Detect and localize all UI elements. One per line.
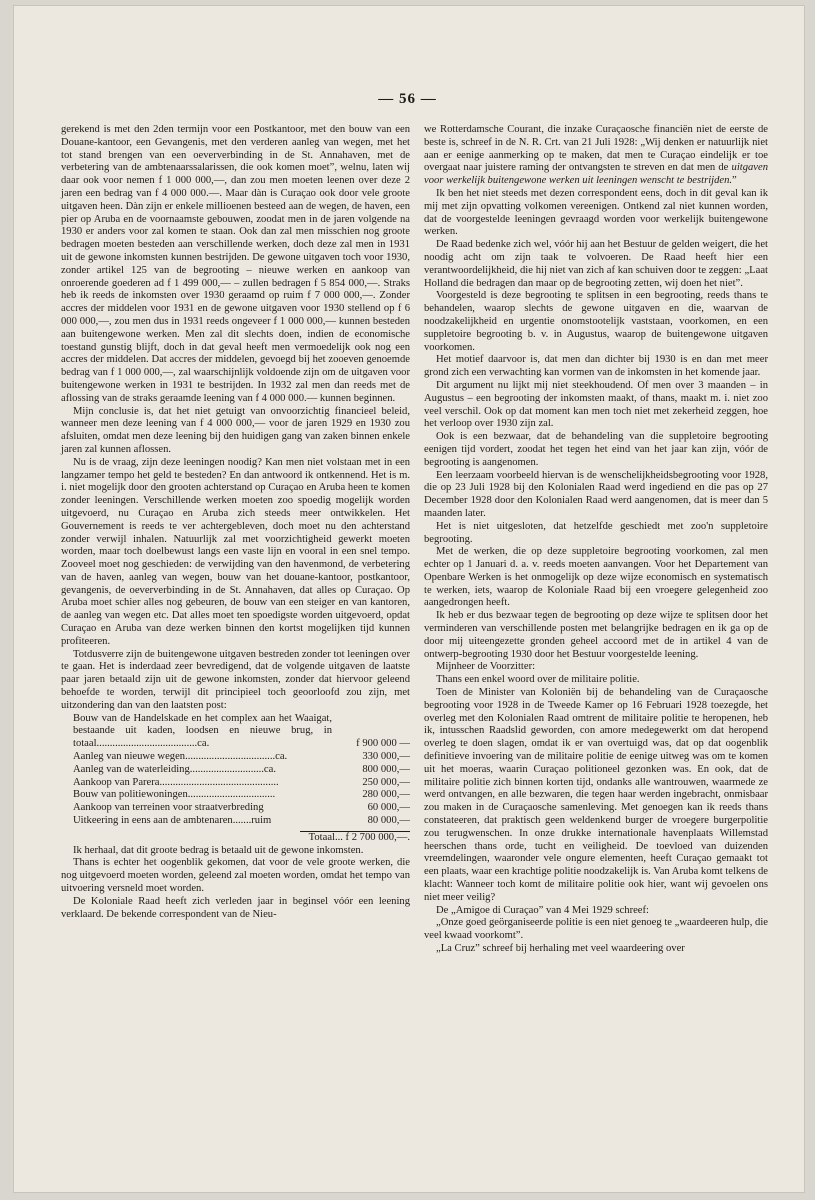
paragraph: Ik ben het niet steeds met dezen correspondent eens, doch in dit geval kan ik mij met zijn opvatting volkomen vereenigen. Ontkend zal niet kunnen worden, dat de voorgestelde leeningen gevraagd worden voor werkelijk buitengewone werken. <box>424 187 768 238</box>
page-number: — 56 — <box>378 91 437 107</box>
cost-label: Uitkeering in eens aan de ambtenaren.......ruim <box>73 815 272 827</box>
paragraph: Totdusverre zijn de buitengewone uitgaven bestreden zonder tot leeningen over te gaan. Het is inderdaad zeer bevredigend, dat de volgende uitgaven de laatste paar jaren betaald zijn uit de gewone inkomsten, zonder dat hiervoor geleend behoefde te worden, terwijl dit principieel toch geoorloofd zou zijn, met uitzondering dan van den laatsten post: <box>61 648 410 711</box>
paragraph: De „Amigoe di Curaçao” van 4 Mei 1929 schreef: <box>436 904 649 916</box>
cost-table <box>61 713 410 828</box>
paragraph: „Onze goed geörganiseerde politie is een niet genoeg te „waardeeren hulp, die veel kwaad voorkomt”. <box>424 917 768 942</box>
paragraph: Nu is de vraag, zijn deze leeningen noodig? Kan men niet volstaan met in een langzamer tempo het geld te besteden? En dan antwoord ik ontkennend. Het is m. i. niet mogelijk door den grooten achterstand op Curaçao en Aruba heen te komen zonder leeningen. Verschillende werken moeten zoo spoedig mogelijk worden uitgevoerd, nu Curaçao en Aruba zich steeds meer ontwikkelen. Het Gouvernement is reeds te ver achtergebleven, doch moet nu den achterstand zonder verwijl inhalen. Natuurlijk zal met voorzichtigheid gewerkt moeten worden, maar toch doelbewust langs een vaste lijn en vooral in een snel tempo. Zooveel moet nog geschieden: de verwijding van den havenmond, de verbetering van de haven, aanleg van wegen, bouw van het douane-kantoor, postkantoor, gevangenis, de oeververbinding in de St. Annahaven, dat alles op Curaçao. Op Aruba moet schier alles nog gebeuren, de bouw van een steiger en van kantoren, de aanleg van wegen etc. Dat alles moet ten spoedigste worden uitgevoerd, opdat Curaçao en Aruba van deze werken binnen den kortst mogelijken tijd kunnen profiteeren. <box>61 456 410 647</box>
paragraph: Mijnheer de Voorzitter: <box>436 661 536 673</box>
cost-label: Bouw van politiewoningen................................. <box>73 789 276 801</box>
quote-close: ” <box>732 175 737 187</box>
cost-amount: 60 000,— <box>367 802 410 814</box>
paragraph: Thans is echter het oogenblik gekomen, dat voor de vele groote werken, die nog uitgevoerd moeten worden, geleend zal moeten worden, omdat het tempo van uitvoering versneld moet worden. <box>61 857 410 895</box>
paragraph: Thans een enkel woord over de militaire politie. <box>436 674 640 686</box>
paragraph: Met de werken, die op deze suppletoire begrooting voorkomen, zal men echter op 1 Januari d. a. v. reeds moeten aanvangen. Voor het Departement van Openbare Werken is het onmogelijk op deze wijze economisch en systematisch te werken, iets, waarop de Koloniale Raad bij een vroegere gelegenheid zoo aangedrongen heeft. <box>424 546 768 609</box>
quote-italic: uitgaven voor werkelijk buitengewone werken uit leeningen wenscht te bestrijden. <box>424 162 768 187</box>
paragraph: Ik herhaal, dat dit groote bedrag is betaald uit de gewone inkomsten. <box>73 844 364 856</box>
cost-amount: 330 000,— <box>362 751 410 763</box>
quote-text: we Rotterdamsche Courant, die inzake Curaçaosche financiën niet de eerste de beste is, schreef in de N. R. Crt. van 21 Juli 1928: „Wij denken er natuurlijk niet aan er eenige aanmerking op te maken, dat men te Curaçao eindelijk er toe overgaat naar juistere raming der ontvangsten te streven en dat men de <box>424 124 768 174</box>
paragraph: De Raad bedenke zich wel, vóór hij aan het Bestuur de gelden weigert, die het noodig acht om zijn taak te volvoeren. De Raad heeft hier een verantwoordelijkheid, die hij niet van zich af kan schuiven door te zeggen: „Laat Holland die bedragen dan maar op de begrooting zetten, wij doen het niet”. <box>424 239 768 289</box>
paragraph: gerekend is met den 2den termijn voor een Postkantoor, met den bouw van een Douane-kantoor, een Gevangenis, met den verderen aanleg van wegen, met het tot stand brengen van een oeververbinding in de St. Annahaven, met de verbetering van de ambtenaarssalarissen, die ook komen moet”, welnu, laten wij daar ook voor nemen f 1 000 000,—, dan zou men moeten leenen over deze 2 jaren een bedrag van f 4 000 000.—. Maar dàn is Curaçao ook door vele groote uitgaven heen. Dàn zijn er enkele millioenen besteed aan de wegen, de haven, een pier op Aruba en de voornaamste gebouwen, zoodat men in de jaren volgende na 1930 er anders voor zal komen te staan. Ook dan zal men misschien nog groote bedragen moeten besteden aan verschillende werken, doch deze zal men in 1931 uit de gewone inkomsten kunnen bestrijden. De gewone uitgaven toch voor 1930, zonder artikel 125 van de begrooting – nieuwe werken en aankoop van onroerende goederen ad f 1 499 000,— – zullen bedragen f 5 854 000,—. Straks heb ik reeds de inkomsten over 1930 geraamd op ruim f 7 000 000,—. Zonder accres der middelen voor 1931 en de gewone uitgaven voor 1930 stellend op f 6 000 000,—, zou men dus in 1931 reeds ongeveer f 1 000 000,— kunnen besteden aan buitengewone werken. Men zal dit slechts doen, indien de economische toestand gunstig blijft, doch in dat geval heeft men vermoedelijk ook nog een accres der middelen. Dat accres der middelen, gevoegd bij het zooeven genoemde bedrag van f 1 000 000,—, zal waarschijnlijk voldoende zijn om de uitgaven voor buitengewone werken in 1931 te bestrijden. In 1932 zal men dan reeds met de aflossing van de straks geraamde leening van f 4 000 000.— kunnen beginnen. <box>61 124 410 404</box>
cost-row <box>61 751 410 764</box>
paragraph: Het motief daarvoor is, dat men dan dichter bij 1930 is en dan met meer grond zich een verwachting kan vormen van de inkomsten in het komende jaar. <box>424 354 768 379</box>
left-column <box>61 124 410 921</box>
paragraph: Voorgesteld is deze begrooting te splitsen in een begrooting, reeds thans te behandelen, waarop slechts de gewone uitgaven en die, waarvan de noodzakelijkheid en urgentie onomstootelijk vaststaan, voorkomen, en een suppletoire begrooting b. v. in Augustus, waarop de buitengewone uitgaven voorkomen. <box>424 290 768 353</box>
cost-label: Aanleg van nieuwe wegen..................................ca. <box>73 751 288 763</box>
right-column <box>424 124 768 956</box>
cost-amount: 250 000,— <box>362 776 410 788</box>
cost-amount: 280 000,— <box>362 789 410 801</box>
paragraph: Een leerzaam voorbeeld hiervan is de wenschelijkheidsbegrooting voor 1928, die op 23 Juli 1928 bij den Kolonialen Raad werd ingediend en die pas op 27 December 1928 door den Kolonialen Raad werd aangenomen, dat is meer dan 5 maanden later. <box>424 469 768 519</box>
paragraph: De Koloniale Raad heeft zich verleden jaar in beginsel vóór een leening verklaard. De bekende correspondent van de Nieu- <box>61 895 410 920</box>
cost-amount: f 900 000 — <box>356 738 410 750</box>
cost-label: Aanleg van de waterleiding............................ca. <box>73 763 276 775</box>
paragraph: Ook is een bezwaar, dat de behandeling van die suppletoire begrooting eenigen tijd vordert, zoodat het tegen het eind van het jaar kan zijn, vóór de begrooting is aangenomen. <box>424 431 768 468</box>
paragraph: Ik heb er dus bezwaar tegen de begrooting op deze wijze te splitsen door het verminderen van verschillende posten met belangrijke bedragen en ik ga op de door mij uiteengezette gronden geheel accoord met de in artikel 4 van de ontwerp-begrooting 1930 door het Bestuur voorgestelde leening. <box>424 610 768 660</box>
paragraph: Toen de Minister van Koloniën bij de behandeling van de Curaçaosche begrooting voor 1928 in de Tweede Kamer op 16 Februari 1928 toezegde, het overleg met den Kolonialen Raad omtrent de militaire politie te heropenen, heb ik, intusschen Raadslid geworden, con amore medegewerkt om dat heropend overleg te doen slagen, omdat ik er van overtuigd was, dat op dat oogenblik definitieve invoering van de militaire politie de eenige uitweg was om te komen uit het moeras, waarin Curaçao politioneel gezonken was. En ook, dat de militaire politie zich binnen korten tijd, ondanks alle wantrouwen, waarmede ze werd ontvangen, en alle bezwaren, die tegen haar werden ingebracht, onmisbaar zou maken in de Curaçaosche samenleving. Met genoegen kan ik reeds thans constateeren, dat praktisch geen weldenkend burger de vroegere burgerpolitie zou terugwenschen. In onze drukke internationale havenplaats Willemstad heerschen thans orde, tucht en veiligheid. De toevloed van duizenden vreemdelingen, waaronder vele ongure elementen, heeft Curaçao gemaakt tot een plaats, waar een krachtige politie noodzakelijk is. Van Aruba komt telkens de klacht: Wanneer toch komt de militaire politie ook hier, want wij gevoelen ons niet meer veilig? <box>424 687 768 903</box>
cost-row <box>61 777 410 790</box>
cost-amount: 800 000,— <box>362 763 410 775</box>
cost-row <box>61 713 410 751</box>
cost-amount: 80 000,— <box>367 815 410 827</box>
paragraph: Mijn conclusie is, dat het niet getuigt van onvoorzichtig financieel beleid, wanneer men deze leening van f 4 000 000,— voor de jaren 1929 en 1930 zou afsluiten, omdat men deze leening bij den huidigen gang van zaken binnen enkele jaren zal kunnen aflossen. <box>61 405 410 455</box>
cost-row <box>61 815 410 828</box>
cost-total: Totaal... f 2 700 000,—. <box>308 831 410 843</box>
cost-row <box>61 802 410 815</box>
cost-label: Bouw van de Handelskade en het complex aan het Waaigat, bestaande uit kaden, loodsen en nieuwe brug, in totaal......................................ca. <box>73 712 332 750</box>
cost-label: Aankoop van Parera............................................. <box>73 776 279 788</box>
paragraph: „La Cruz” schreef bij herhaling met veel waardeering over <box>436 943 685 954</box>
paragraph: Het is niet uitgesloten, dat hetzelfde geschiedt met zoo'n suppletoire begrooting. <box>424 520 768 545</box>
paragraph <box>424 124 768 188</box>
cost-row <box>61 789 410 802</box>
cost-label: Aankoop van terreinen voor straatverbreding <box>73 802 264 814</box>
paragraph: Dit argument nu lijkt mij niet steekhoudend. Of men over 3 maanden – in Augustus – een begrooting der inkomsten maakt, of thans, maakt m. i. niet zoo veel verschil. Ook op dat moment kan men toch niet met zekerheid zeggen, hoe het verloop over 1930 zijn zal. <box>424 379 768 430</box>
cost-row <box>61 764 410 777</box>
